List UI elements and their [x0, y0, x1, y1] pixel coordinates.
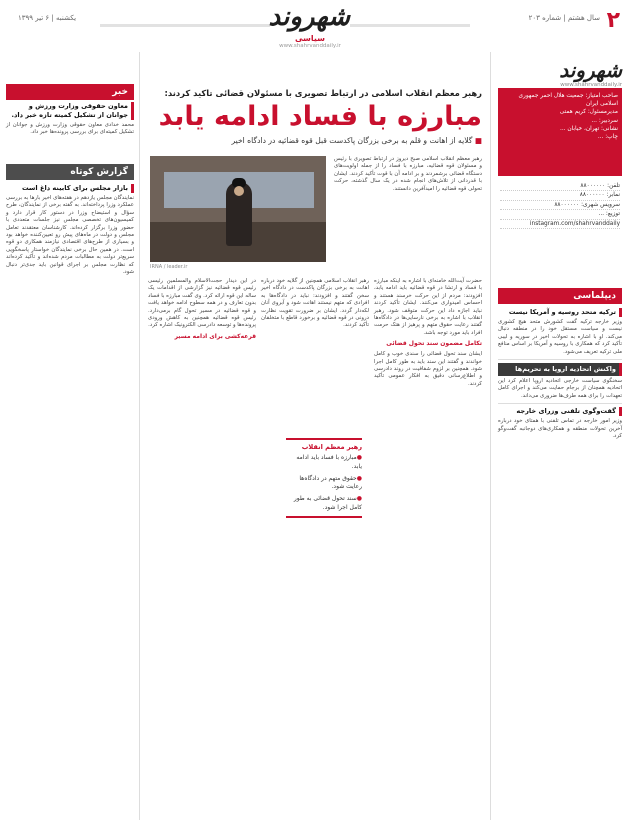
story-text: وزیر امور خارجه در تماس تلفنی با همتای خود درباره آخرین تحولات منطقه و همکاری‌های دوجانبه گفت‌وگو کرد.	[498, 418, 622, 440]
section-title-report: گزارش کوتاه	[6, 164, 134, 180]
article-subhead	[148, 136, 482, 145]
right-sidebar	[490, 52, 630, 820]
contact-row: تلفن: ۸۸۰۰۰۰۰۰	[500, 182, 620, 191]
divider	[498, 403, 622, 404]
news-briefs	[6, 102, 134, 137]
article-photo	[150, 156, 326, 262]
pull-quote-item: ● مبارزه با فساد باید ادامه یابد.	[286, 454, 362, 472]
newspaper-logo	[270, 0, 350, 50]
bullet-icon: ■	[472, 136, 482, 145]
short-report	[6, 184, 134, 276]
page-header	[0, 0, 630, 52]
inline-subtitle: تکامل مضمون سند تحول قضائی	[386, 340, 482, 348]
masthead-line: صاحب امتیاز: جمعیت هلال احمر جمهوری اسلامی ایران	[518, 93, 618, 108]
story-text: سخنگوی سیاست خارجی اتحادیه اروپا اعلام کرد این اتحادیه همچنان از برجام حمایت می‌کند و اجرای کامل تعهدات را برای همه طرف‌ها ضروری می‌داند.	[498, 378, 622, 399]
column-text: حضرت آیت‌الله خامنه‌ای با اشاره به اینکه مبارزه با فساد و ارتشا در قوه قضائیه باید ادامه یابد، افزودند: مردم از این حرکت خرسند هستند و احساس امیدواری می‌کنند. ایشان تأکید کردند نباید اجازه داد این حرکت متوقف شود. رهبر انقلاب با اشاره به برخی نارسایی‌ها در دادگاه‌ها گفتند رعایت حقوق متهم و پرهیز از هتک حرمت افراد باید مورد توجه باشد.	[374, 278, 482, 336]
story-title: گفت‌وگوی تلفنی وزرای خارجه	[498, 407, 622, 416]
pull-quote-heading: رهبر معظم انقلاب	[301, 443, 362, 451]
section-title-news: خبر	[6, 84, 134, 100]
report-text: نمایندگان مجلس یازدهم در هفته‌های اخیر بارها به بررسی عملکرد وزرا پرداخته‌اند. به گفته برخی از نمایندگان، طرح سؤال و استیضاح وزرا در دستور کار قرار دارد و کمیسیون‌های تخصصی مجلس نیز جلسات متعددی با حضور وزرا برگزار کرده‌اند. کارشناسان معتقدند تعامل مجلس و دولت در ماه‌های پیش رو تعیین‌کننده خواهد بود و بسیاری از طرح‌های اقتصادی نیازمند همکاری دو قوه است. در همین حال برخی نمایندگان خواستار پاسخگویی سریع‌تر دولت به مطالبات مردم شده‌اند و تأکید کرده‌اند که نظارت مجلس بر اجرای قوانین باید جدی‌تر دنبال شود.	[6, 195, 134, 276]
date-info: یکشنبه | ۶ تیر ۱۳۹۹	[18, 14, 77, 22]
sidebar-logo	[498, 58, 622, 86]
story-title: ترکیه متحد روسیه و آمریکا نیست	[498, 308, 622, 317]
masthead-box	[498, 88, 622, 176]
news-item: معاون حقوقی وزارت ورزش و جوانان از تشکیل کمیته تازه خبر داد.	[6, 102, 134, 120]
issue-info: سال هشتم | شماره ۲۰۳	[528, 14, 600, 22]
pull-quote	[286, 438, 362, 518]
pull-quote-item: ● سند تحول قضائی به طور کامل اجرا شود.	[286, 495, 362, 513]
masthead-line: سردبیر: ...	[591, 117, 618, 124]
story-text: وزیر خارجه ترکیه گفت کشورش متحد هیچ کشوری نیست و سیاست مستقل خود را در منطقه دنبال می‌کند. او با اشاره به تحولات اخیر در سوریه و لیبی تأکید کرد که همکاری با روسیه و آمریکا بر اساس منافع ملی ترکیه تعریف می‌شود.	[498, 319, 622, 355]
main-article	[142, 52, 488, 820]
pull-quote-item: ● حقوق متهم در دادگاه‌ها رعایت شود.	[286, 475, 362, 493]
article-body	[142, 278, 488, 818]
article-column-middle	[261, 278, 369, 330]
contact-row: instagram.com/shahrvanddaily	[500, 220, 620, 229]
article-intro: رهبر معظم انقلاب اسلامی صبح دیروز در ارتباط تصویری با رئیس و مسئولان قوه قضائیه، مبارزه با فساد را از جمله اولویت‌های دستگاه قضائی برشمردند و بر ادامه آن با قوت تأکید کردند. ایشان با قدردانی از تلاش‌های انجام شده در یک سال گذشته، حرکت تحولی قوه قضائیه را امیدآفرین دانستند.	[334, 156, 482, 192]
logo-section-tag: سیاسی	[294, 34, 326, 43]
story-title: واکنش اتحادیه اروپا به تحریم‌ها	[498, 363, 622, 376]
logo-url: www.shahrvanddaily.ir	[279, 43, 341, 49]
left-column	[0, 52, 140, 820]
sidebar-logo-word: شهروند	[559, 58, 622, 82]
column-text: در این دیدار حجت‌الاسلام والمسلمین رئیسی رئیس قوه قضائیه نیز گزارشی از اقدامات یک ساله این قوه ارائه کرد. وی گفت مبارزه با فساد بدون تعارف و در همه سطوح ادامه خواهد یافت و قوه قضائیه در مسیر تحول گام برمی‌دارد. رئیس قوه قضائیه همچنین به کاهش ورودی پرونده‌ها و توسعه دادرسی الکترونیک اشاره کرد.	[148, 278, 256, 329]
news-item-text: محمد خدادی معاون حقوقی وزارت ورزش و جوانان از تشکیل کمیته‌ای برای بررسی پرونده‌ها خبر داد.	[6, 122, 134, 136]
inline-subtitle: قرعه‌کشی برای ادامه مسیر	[174, 332, 256, 340]
contact-row: نمابر: ۸۸۰۰۰۰۰۰	[500, 191, 620, 200]
report-subtitle: بازار مجلس برای کابینه داغ است	[6, 184, 134, 193]
logo-word: شهروند	[268, 2, 350, 32]
diplomacy-stories	[498, 308, 622, 440]
column-text: ایشان سند تحول قضائی را سندی خوب و کامل خواندند و گفتند این سند باید به طور کامل اجرا شود. همچنین بر لزوم شفافیت در روند دادرسی و اطلاع‌رسانی دقیق به افکار عمومی تأکید کردند.	[374, 351, 482, 387]
photo-credit: IRNA / leader.ir	[150, 264, 188, 270]
masthead-line: مدیرمسئول: کریم همتی	[559, 109, 618, 116]
divider	[498, 359, 622, 360]
masthead-line: چاپ: ...	[597, 134, 618, 141]
contact-row: توزیع: ...	[500, 210, 620, 219]
column-text: رهبر انقلاب اسلامی همچنین از گلایه خود درباره اهانت به برخی بزرگان پاکدست در دادگاه اخیر سخن گفتند و افزودند: نباید در دادگاه‌ها به افرادی که متهم نیستند اهانت شود و آبروی آنان لکه‌دار گردد. ایشان بر ضرورت تقویت نظارت درونی در قوه قضائیه و برخورد قاطع با متخلفان تأکید کردند.	[261, 278, 369, 329]
contact-row: سرویس شهری: ۸۸۰۰۰۰۰۰	[500, 201, 620, 210]
article-column-left	[148, 278, 256, 344]
contact-info	[498, 180, 622, 300]
article-kicker: رهبر معظم انقلاب اسلامی در ارتباط تصویری با مسئولان قضائی تاکید کردند:	[164, 88, 482, 98]
masthead-line: نشانی: تهران، خیابان ...	[560, 125, 618, 132]
sidebar-logo-url: www.shahrvanddaily.ir	[560, 82, 622, 88]
article-column-right	[374, 278, 482, 388]
face	[234, 186, 244, 196]
subhead-text: گلایه از اهانت و قلم به برخی بزرگان پاکدست قبل قوه قضائیه در دادگاه اخیر	[231, 136, 473, 145]
page-number: ۲	[606, 8, 620, 33]
article-headline: مبارزه با فساد ادامه یابد	[158, 101, 482, 132]
section-title-diplomacy: دیپلماسی	[498, 288, 622, 304]
